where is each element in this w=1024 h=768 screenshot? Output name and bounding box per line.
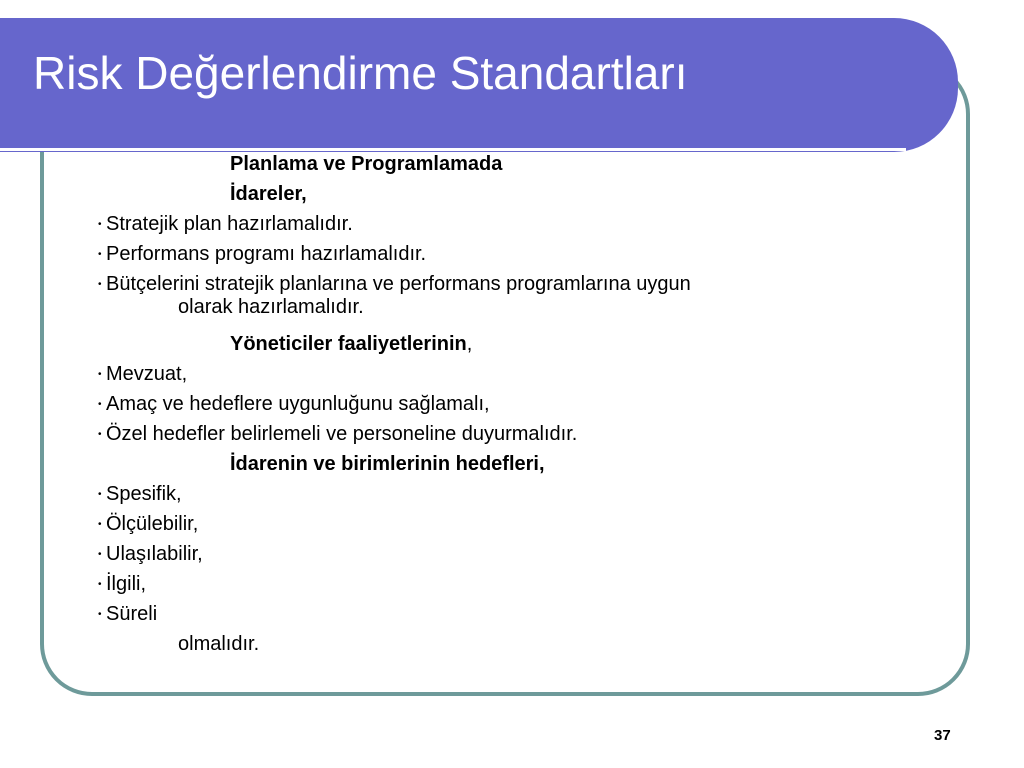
list-item	[98, 363, 918, 393]
list-item-text: İlgili,	[106, 573, 147, 595]
bullet-icon: •	[98, 609, 102, 620]
list-item-text: Spesifik,	[106, 483, 182, 505]
list-item	[98, 243, 918, 273]
list-item-text: Performans programı hazırlamalıdır.	[106, 243, 427, 265]
heading-managers-bold: Yöneticiler faaliyetlerinin	[230, 333, 467, 355]
heading-planning: Planlama ve Programlamada	[230, 153, 503, 175]
list-item	[98, 213, 918, 243]
bullet-icon: •	[98, 489, 102, 500]
bullet-icon: •	[98, 249, 102, 260]
list-item	[98, 603, 918, 633]
slide-content	[98, 153, 918, 663]
list-item	[98, 423, 918, 453]
list-item	[98, 393, 918, 423]
heading-managers-punct: ,	[466, 333, 473, 355]
heading-targets: İdarenin ve birimlerinin hedefleri,	[230, 453, 545, 475]
list-item-text: Özel hedefler belirlemeli ve personeline duyurmalıdır.	[106, 423, 578, 445]
list-item-text: Bütçelerini stratejik planlarına ve performans programlarına uygun	[106, 273, 691, 295]
bullet-icon: •	[98, 219, 102, 230]
bullet-icon: •	[98, 549, 102, 560]
list-item-text: Süreli	[106, 603, 158, 625]
slide-title: Risk Değerlendirme Standartları	[33, 47, 688, 99]
list-item-text: Mevzuat,	[106, 363, 188, 385]
list-item-text: Ölçülebilir,	[106, 513, 199, 535]
list-item	[98, 513, 918, 543]
bullet-icon: •	[98, 579, 102, 590]
list-item	[98, 483, 918, 513]
list-item-continuation: olarak hazırlamalıdır.	[178, 296, 364, 318]
list-item-text: Ulaşılabilir,	[106, 543, 203, 565]
list-item-text: Stratejik plan hazırlamalıdır.	[106, 213, 353, 235]
heading-institutions: İdareler,	[230, 183, 307, 205]
list-item	[98, 273, 918, 333]
list-item	[98, 573, 918, 603]
list-item-text: Amaç ve hedeflere uygunluğunu sağlamalı,	[106, 393, 490, 415]
bullet-icon: •	[98, 399, 102, 410]
bullet-icon: •	[98, 369, 102, 380]
closing-line: olmalıdır.	[178, 633, 260, 655]
list-item	[98, 543, 918, 573]
bullet-icon: •	[98, 279, 102, 290]
title-underline	[0, 148, 906, 151]
heading-managers	[98, 333, 918, 363]
bullet-icon: •	[98, 429, 102, 440]
page-number: 37	[934, 727, 951, 744]
bullet-icon: •	[98, 519, 102, 530]
